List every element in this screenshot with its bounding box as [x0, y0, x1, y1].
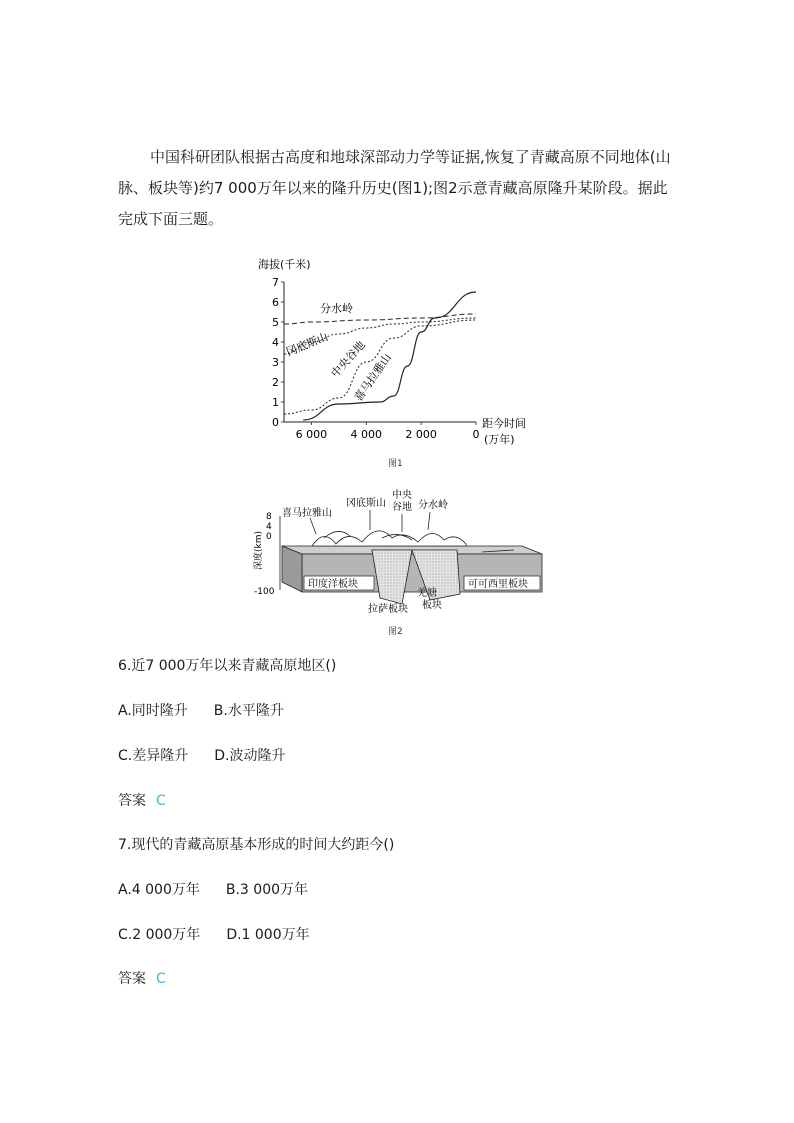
q6-answer-row: [118, 790, 166, 810]
x-tick-label: 2 000: [405, 428, 437, 441]
label-fenshuiling: 分水岭: [320, 302, 353, 315]
label-ximalaya: 喜马拉雅山: [351, 351, 395, 404]
q6-options-cd: [118, 745, 285, 765]
intro-line-2: 脉、板块等)约7 000万年以来的隆升历史(图1);图2示意青藏高原隆升某阶段。据此: [118, 179, 668, 197]
q6-option-c[interactable]: C.差异隆升: [118, 748, 189, 764]
q6-stem: 6.近7 000万年以来青藏高原地区(): [118, 658, 337, 674]
label-zhongyang-1: 中央: [392, 490, 412, 501]
label-fenshuiling: 分水岭: [418, 500, 448, 511]
series-fenshuiling: [284, 314, 476, 324]
mountain-relief: [312, 531, 466, 546]
depth-tick-8: 8: [266, 512, 272, 522]
x-tick-label: 6 000: [295, 428, 328, 441]
y-tick-label: 5: [272, 316, 279, 329]
depth-tick-minus100: -100: [254, 587, 275, 597]
q7-options-cd: [118, 924, 310, 944]
q7-options-ab: [118, 879, 308, 899]
x-axis-label-line1: 距今时间: [482, 417, 526, 430]
y-tick-label: 1: [272, 396, 279, 409]
q7-option-b[interactable]: B.3 000万年: [225, 882, 309, 898]
x-axis-label-line2: (万年): [484, 433, 515, 446]
x-tick-label: 4 000: [350, 428, 383, 441]
label-gangdisi: 冈底斯山: [284, 330, 330, 359]
label-ximalaya: 喜马拉雅山: [282, 508, 332, 519]
figure-2-caption: 图2: [388, 627, 403, 637]
q7-answer-row: [118, 968, 166, 988]
q6-option-a[interactable]: A.同时隆升: [118, 703, 188, 719]
x-tick-label: 0: [472, 428, 480, 441]
label-zhongyang-2: 谷地: [392, 502, 412, 513]
figure-2-diagram: [252, 486, 552, 622]
y-tick-label: 4: [272, 336, 279, 349]
label-lasa-plate: 拉萨板块: [368, 604, 408, 615]
label-qiangtang-2: 板块: [422, 600, 442, 611]
q7-option-d[interactable]: D.1 000万年: [226, 927, 310, 943]
intro-paragraph: [118, 142, 678, 235]
label-kekexili-plate: 可可西里板块: [468, 579, 528, 590]
arrow-ximalaya: [310, 518, 316, 534]
intro-line-1: 中国科研团队根据古高度和地球深部动力学等证据,恢复了青藏高原不同地体(山: [150, 148, 671, 166]
q7-answer: C: [156, 971, 166, 987]
q6-answer-label: 答案: [118, 793, 146, 809]
y-tick-label: 6: [272, 296, 279, 309]
label-india-plate: 印度洋板块: [308, 579, 358, 590]
label-qiangtang-1: 羌塘: [417, 588, 437, 599]
depth-tick-4: 4: [266, 522, 272, 532]
label-zhongyang: 中央谷地: [328, 338, 368, 381]
q7-option-c[interactable]: C.2 000万年: [118, 927, 201, 943]
intro-line-3: 完成下面三题。: [118, 210, 224, 228]
figure-1-caption: 图1: [388, 459, 403, 469]
q6-option-d[interactable]: D.波动隆升: [214, 748, 286, 764]
y-tick-label: 0: [272, 416, 279, 429]
y-tick-label: 2: [272, 376, 279, 389]
y-tick-label: 7: [272, 276, 279, 289]
y-axis-label: 海拔(千米): [258, 258, 311, 271]
depth-axis-label: 深度(km): [254, 530, 264, 570]
q6-options-ab: [118, 700, 284, 720]
q7-answer-label: 答案: [118, 971, 146, 987]
q6-answer: C: [156, 793, 166, 809]
q6-option-b[interactable]: B.水平隆升: [213, 703, 284, 719]
arrow-fenshuiling: [428, 512, 430, 530]
q7-option-a[interactable]: A.4 000万年: [118, 882, 200, 898]
depth-tick-0: 0: [266, 532, 272, 542]
lasa-plate-wedge: [372, 550, 412, 604]
q7-stem: 7.现代的青藏高原基本形成的时间大约距今(): [118, 837, 395, 853]
block-left: [282, 546, 302, 592]
y-tick-label: 3: [272, 356, 279, 369]
figure-1-chart: [250, 252, 540, 452]
label-gangdisi: 冈底斯山: [346, 498, 386, 509]
